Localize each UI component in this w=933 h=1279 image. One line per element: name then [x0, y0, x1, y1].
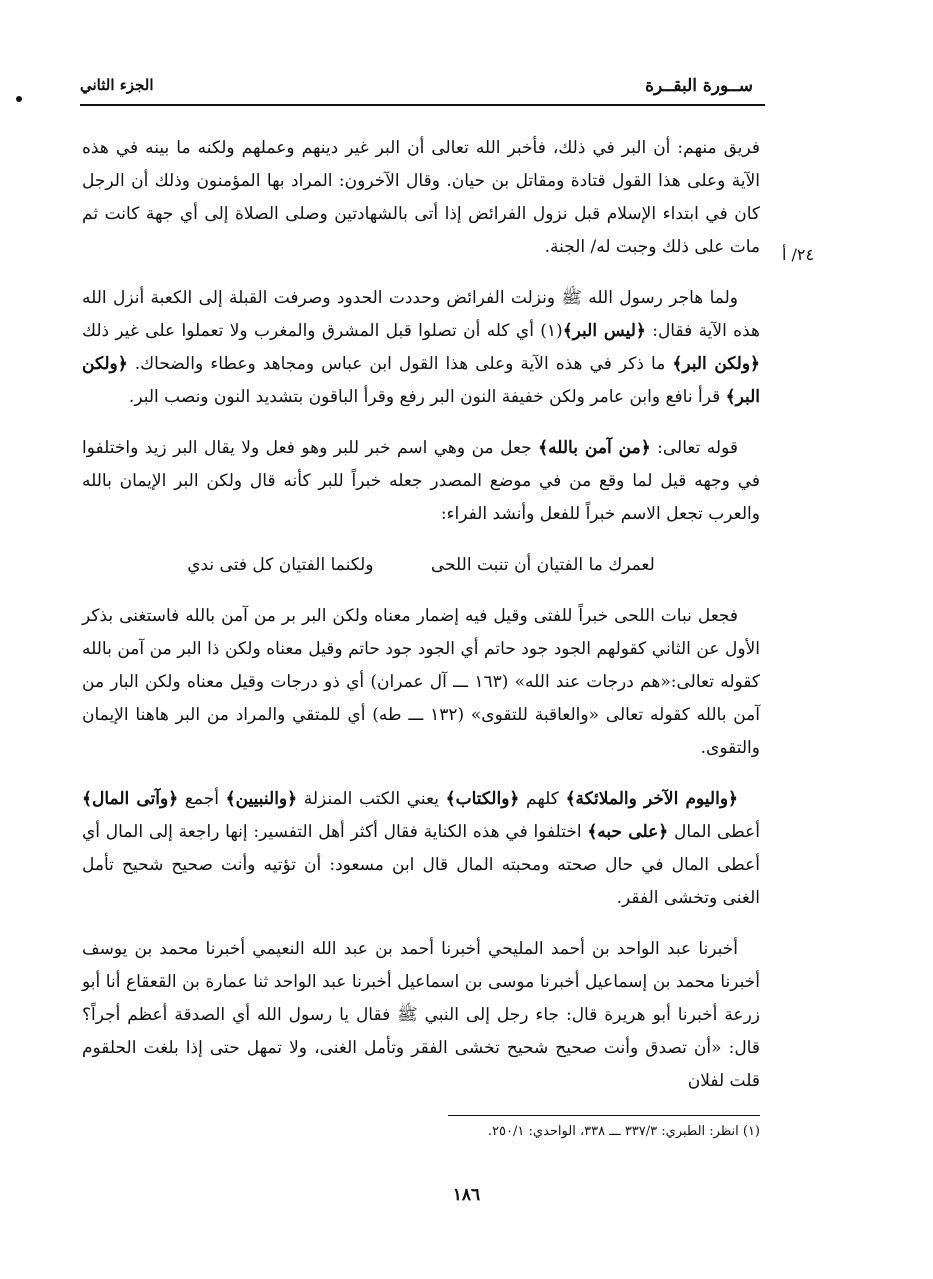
- verse-hemistich-1: لعمرك ما الفتيان أن تنبت اللحى: [430, 555, 655, 575]
- paragraph-6: [82, 933, 760, 1098]
- text-run: أخبرنا عبد الواحد بن أحمد المليحي أخبرنا أحمد بن عبد الله النعيمي أخبرنا محمد بن يوسف أخبرنا محمد بن إسماعيل أخبرنا موسى بن اسماعيل أخبرنا عبد الواحد ثنا عمارة بن القعقاع أنا أبو زرعة أخبرنا أبو هريرة قال: جاء رجل إلى النبي ﷺ فقال يا رسول الله أي الصدقة أعظم أجراً؟ قال: «أن تصدق وأنت صحيح شحيح تخشى الفقر وتأمل الغنى، ولا تمهل حتى إذا بلغت الحلقوم قلت لفلان: [82, 939, 760, 1091]
- text-run: فريق منهم: أن البر في ذلك، فأخبر الله تعالى أن البر غير دينهم وعملهم ولكنه ما بينه في هذه الآية وعلى هذا القول قتادة ومقاتل بن حيان. وقال الآخرون: المراد بها المؤمنون وذلك أن الرجل كان في ابتداء الإسلام قبل نزول الفرائض إذا أتى بالشهادتين وصلى الصلاة إلى أي جهة كانت ثم مات على ذلك وجبت له/ الجنة.: [82, 138, 760, 257]
- main-text: [82, 132, 760, 1116]
- verse-hemistich-2: ولكنما الفتيان كل فتى ندي: [187, 555, 374, 575]
- quran-quote: ﴿واليوم الآخر والملائكة﴾: [565, 789, 738, 809]
- part-header: الجزء الثاني: [80, 76, 154, 94]
- text-run: ما ذكر في هذه الآية وعلى هذا القول ابن عباس ومجاهد وعطاء والضحاك.: [127, 354, 673, 374]
- paragraph-2: [82, 282, 760, 414]
- manuscript-folio-marker: ٢٤/ أ: [782, 245, 815, 264]
- text-run: فجعل نبات اللحى خبراً للفتى وقيل فيه إضمار معناه ولكن البر بر من آمن بالله فاستغنى بذكر الأول عن الثاني كقولهم الجود جود حاتم أي الجود جود حاتم وقيل معناه ولكن ذا البر من آمن بالله كقوله تعالى:«هم درجات عند الله» (١٦٣ ـــ آل عمران) أي ذو درجات وقيل معناه ولكن البار من آمن بالله كقوله تعالى «والعاقبة للتقوى» (١٣٢ ـــ طه) أي للمتقي والمراد من البر هاهنا الإيمان والتقوى.: [82, 606, 760, 758]
- quran-quote: ﴿على حبه﴾: [587, 822, 669, 842]
- paragraph-5: [82, 783, 760, 915]
- poetry-verse: [82, 549, 760, 582]
- quran-quote: ﴿والنبيين﴾: [225, 789, 298, 809]
- text-run: قوله تعالى:: [650, 438, 738, 458]
- paragraph-3: [82, 432, 760, 531]
- header-rule: [80, 104, 765, 106]
- quran-quote: ﴿ليس البر﴾: [562, 321, 646, 341]
- margin-dot: [16, 96, 22, 102]
- quran-quote: ﴿ولكن البر﴾: [82, 354, 760, 407]
- page-number: ١٨٦: [452, 1185, 481, 1205]
- text-run: ولما هاجر رسول الله ﷺ ونزلت الفرائض وحددت الحدود وصرفت القبلة إلى الكعبة أنزل الله هذه الآية فقال:: [82, 288, 760, 341]
- footnote: (١) انظر: الطبري: ٣٣٧/٣ ـــ ٣٣٨، الواحدي: ٢٥٠/١.: [487, 1124, 760, 1139]
- quran-quote: ﴿وآتى المال﴾: [82, 789, 179, 809]
- surah-header: ســورة البقــرة: [645, 76, 753, 96]
- text-run: أعطى المال: [668, 822, 760, 842]
- paragraph-1: [82, 132, 760, 264]
- quran-quote: ﴿والكتاب﴾: [445, 789, 520, 809]
- quran-quote: ﴿من آمن بالله﴾: [538, 438, 651, 458]
- quran-quote: ﴿ولكن البر﴾: [672, 354, 760, 374]
- text-run: جعل من وهي اسم خبر للبر وهو فعل ولا يقال البر زيد واختلفوا في وجهه قيل لما وقع من في موضع المصدر جعله خبراً للبر كأنه قال ولكن البر الإيمان بالله والعرب تجعل الاسم خبراً للفعل وأنشد الفراء:: [82, 438, 760, 524]
- text-run: أجمع: [178, 789, 226, 809]
- text-run: يعني الكتب المنزلة: [297, 789, 446, 809]
- text-run: كلهم: [519, 789, 566, 809]
- text-run: قرأ نافع وابن عامر ولكن خفيفة النون البر رفع وقرأ الباقون بتشديد النون ونصب البر.: [128, 387, 726, 407]
- paragraph-4: [82, 600, 760, 765]
- text-run: (١) أي كله أن تصلوا قبل المشرق والمغرب ولا تعملوا على غير ذلك: [82, 321, 563, 341]
- text-run: اختلفوا في هذه الكناية فقال أكثر أهل التفسير: إنها راجعة إلى المال أي أعطى المال في حال صحته ومحبته المال قال ابن مسعود: أن تؤتيه وأنت صحيح شحيح تأمل الغنى وتخشى الفقر.: [82, 822, 760, 908]
- footnote-rule: [448, 1115, 760, 1116]
